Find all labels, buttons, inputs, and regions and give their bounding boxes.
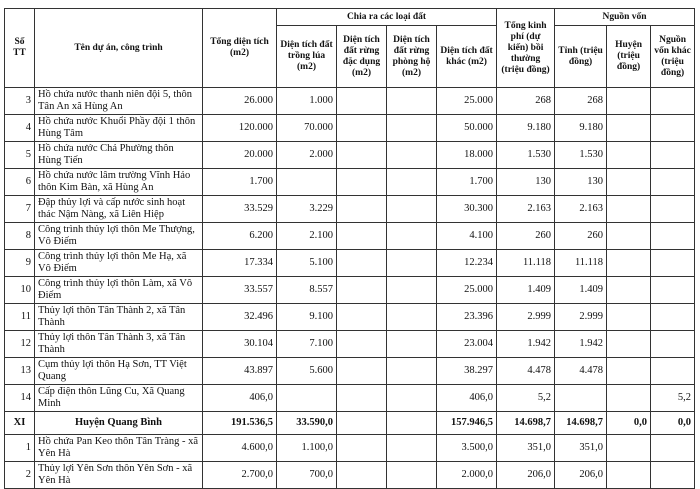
header-rice: Diện tích đất trồng lúa (m2): [277, 26, 337, 88]
row-rice-area: 7.100: [277, 331, 337, 358]
row-district: [607, 462, 651, 489]
row-other-fund: [651, 169, 695, 196]
row-special-forest: [337, 412, 387, 435]
row-protect-forest: [387, 250, 437, 277]
row-protect-forest: [387, 331, 437, 358]
row-total-area: 30.104: [203, 331, 277, 358]
row-district: [607, 435, 651, 462]
row-protect-forest: [387, 358, 437, 385]
row-rice-area: 5.100: [277, 250, 337, 277]
row-other-fund: 5,2: [651, 385, 695, 412]
row-stt: 2: [5, 462, 35, 489]
row-stt: 13: [5, 358, 35, 385]
row-rice-area: [277, 385, 337, 412]
row-special-forest: [337, 88, 387, 115]
row-province: 268: [555, 88, 607, 115]
row-cost: 5,2: [497, 385, 555, 412]
header-total-area: Tổng diện tích (m2): [203, 9, 277, 88]
row-name: Hồ chứa nước thanh niên đội 5, thôn Tân An xã Hùng An: [35, 88, 203, 115]
row-cost: 1.530: [497, 142, 555, 169]
row-other-land: 2.000,0: [437, 462, 497, 489]
row-total-area: 2.700,0: [203, 462, 277, 489]
table-row: [5, 277, 695, 304]
table-row: [5, 142, 695, 169]
header-special-forest: Diện tích đất rừng đặc dụng (m2): [337, 26, 387, 88]
row-stt: 5: [5, 142, 35, 169]
row-other-land: 25.000: [437, 277, 497, 304]
row-special-forest: [337, 277, 387, 304]
row-other-land: 23.004: [437, 331, 497, 358]
row-province: 206,0: [555, 462, 607, 489]
row-other-fund: [651, 358, 695, 385]
row-district: [607, 196, 651, 223]
row-province: 1.942: [555, 331, 607, 358]
row-name: Cấp điện thôn Lũng Cu, Xã Quang Minh: [35, 385, 203, 412]
row-other-fund: [651, 304, 695, 331]
row-total-area: 406,0: [203, 385, 277, 412]
row-rice-area: 70.000: [277, 115, 337, 142]
row-cost: 14.698,7: [497, 412, 555, 435]
row-special-forest: [337, 385, 387, 412]
row-district: [607, 385, 651, 412]
row-cost: 260: [497, 223, 555, 250]
row-stt: 9: [5, 250, 35, 277]
row-protect-forest: [387, 385, 437, 412]
header-other-land: Diện tích đất khác (m2): [437, 26, 497, 88]
row-district: [607, 358, 651, 385]
row-cost: 1.409: [497, 277, 555, 304]
row-total-area: 191.536,5: [203, 412, 277, 435]
row-district: [607, 304, 651, 331]
table-row: [5, 358, 695, 385]
table-row: [5, 169, 695, 196]
table-group-row: [5, 412, 695, 435]
row-stt: 6: [5, 169, 35, 196]
row-stt: 14: [5, 385, 35, 412]
table-row: [5, 115, 695, 142]
row-total-area: 20.000: [203, 142, 277, 169]
row-rice-area: 1.100,0: [277, 435, 337, 462]
table-row: [5, 462, 695, 489]
row-cost: 2.999: [497, 304, 555, 331]
row-other-fund: [651, 435, 695, 462]
row-stt: 11: [5, 304, 35, 331]
row-name: Công trình thủy lợi thôn Me Hạ, xã Vô Điếm: [35, 250, 203, 277]
row-province: 11.118: [555, 250, 607, 277]
row-special-forest: [337, 358, 387, 385]
header-province: Tỉnh (triệu đồng): [555, 26, 607, 88]
row-rice-area: [277, 169, 337, 196]
row-rice-area: 5.600: [277, 358, 337, 385]
row-other-land: 4.100: [437, 223, 497, 250]
row-total-area: 4.600,0: [203, 435, 277, 462]
row-stt: 7: [5, 196, 35, 223]
row-cost: 351,0: [497, 435, 555, 462]
row-other-land: 1.700: [437, 169, 497, 196]
row-name: Thủy lợi thôn Tân Thành 2, xã Tân Thành: [35, 304, 203, 331]
row-total-area: 43.897: [203, 358, 277, 385]
row-special-forest: [337, 435, 387, 462]
row-cost: 9.180: [497, 115, 555, 142]
row-special-forest: [337, 196, 387, 223]
row-protect-forest: [387, 88, 437, 115]
row-cost: 1.942: [497, 331, 555, 358]
row-special-forest: [337, 115, 387, 142]
row-total-area: 33.529: [203, 196, 277, 223]
row-stt: 8: [5, 223, 35, 250]
row-stt: 12: [5, 331, 35, 358]
row-name: Hồ chứa Pan Keo thôn Tân Tràng - xã Yên Hà: [35, 435, 203, 462]
row-name: Hồ chứa nước Chả Phường thôn Hùng Tiến: [35, 142, 203, 169]
row-district: [607, 277, 651, 304]
row-province: 351,0: [555, 435, 607, 462]
header-protect-forest: Diện tích đất rừng phòng hộ (m2): [387, 26, 437, 88]
row-rice-area: 8.557: [277, 277, 337, 304]
header-other-fund: Nguồn vốn khác (triệu đồng): [651, 26, 695, 88]
row-name: Thủy lợi thôn Tân Thành 3, xã Tân Thành: [35, 331, 203, 358]
row-rice-area: 3.229: [277, 196, 337, 223]
row-total-area: 6.200: [203, 223, 277, 250]
row-stt: 1: [5, 435, 35, 462]
row-rice-area: 700,0: [277, 462, 337, 489]
table-body: [5, 88, 695, 489]
row-other-land: 12.234: [437, 250, 497, 277]
row-name: Hồ chứa nước lâm trường Vĩnh Hảo thôn Kim Bàn, xã Hùng An: [35, 169, 203, 196]
row-other-fund: 0,0: [651, 412, 695, 435]
row-protect-forest: [387, 412, 437, 435]
row-total-area: 32.496: [203, 304, 277, 331]
row-rice-area: 2.100: [277, 223, 337, 250]
row-other-land: 406,0: [437, 385, 497, 412]
row-district: [607, 88, 651, 115]
row-other-fund: [651, 115, 695, 142]
row-other-fund: [651, 250, 695, 277]
row-other-land: 38.297: [437, 358, 497, 385]
row-special-forest: [337, 331, 387, 358]
row-district: [607, 169, 651, 196]
row-stt: 3: [5, 88, 35, 115]
row-province: 260: [555, 223, 607, 250]
row-protect-forest: [387, 169, 437, 196]
table-row: [5, 223, 695, 250]
row-total-area: 120.000: [203, 115, 277, 142]
row-cost: 11.118: [497, 250, 555, 277]
row-total-area: 33.557: [203, 277, 277, 304]
table-row: [5, 331, 695, 358]
row-total-area: 17.334: [203, 250, 277, 277]
row-special-forest: [337, 304, 387, 331]
row-protect-forest: [387, 196, 437, 223]
table-row: [5, 385, 695, 412]
row-special-forest: [337, 250, 387, 277]
row-protect-forest: [387, 142, 437, 169]
row-name: Đập thủy lợi và cấp nước sinh hoạt thác Nậm Nàng, xã Liên Hiệp: [35, 196, 203, 223]
row-other-land: 50.000: [437, 115, 497, 142]
table-row: [5, 304, 695, 331]
row-cost: 130: [497, 169, 555, 196]
header-fund-group: Nguồn vốn: [555, 9, 695, 26]
table-row: [5, 435, 695, 462]
row-name: Công trình thủy lợi thôn Me Thượng, Vô Điếm: [35, 223, 203, 250]
row-other-land: 23.396: [437, 304, 497, 331]
row-rice-area: 9.100: [277, 304, 337, 331]
row-rice-area: 2.000: [277, 142, 337, 169]
row-other-fund: [651, 277, 695, 304]
header-name: Tên dự án, công trình: [35, 9, 203, 88]
table-row: [5, 196, 695, 223]
row-name: Thủy lợi Yên Sơn thôn Yên Sơn - xã Yên Hà: [35, 462, 203, 489]
header-district: Huyện (triệu đồng): [607, 26, 651, 88]
row-protect-forest: [387, 115, 437, 142]
row-other-fund: [651, 462, 695, 489]
row-cost: 206,0: [497, 462, 555, 489]
row-name: Huyện Quang Bình: [35, 412, 203, 435]
row-other-land: 30.300: [437, 196, 497, 223]
row-district: [607, 142, 651, 169]
row-other-fund: [651, 223, 695, 250]
row-other-fund: [651, 88, 695, 115]
row-district: [607, 223, 651, 250]
row-other-fund: [651, 142, 695, 169]
row-province: 14.698,7: [555, 412, 607, 435]
row-cost: 2.163: [497, 196, 555, 223]
row-protect-forest: [387, 462, 437, 489]
row-special-forest: [337, 223, 387, 250]
table-row: [5, 250, 695, 277]
row-district: [607, 250, 651, 277]
row-special-forest: [337, 142, 387, 169]
row-stt: 4: [5, 115, 35, 142]
row-other-land: 3.500,0: [437, 435, 497, 462]
row-province: [555, 385, 607, 412]
row-province: 2.163: [555, 196, 607, 223]
row-protect-forest: [387, 223, 437, 250]
row-name: Công trình thủy lợi thôn Làm, xã Vô Điếm: [35, 277, 203, 304]
row-province: 4.478: [555, 358, 607, 385]
row-cost: 4.478: [497, 358, 555, 385]
header-cost: Tổng kinh phí (dự kiến) bồi thường (triệu đồng): [497, 9, 555, 88]
row-other-land: 25.000: [437, 88, 497, 115]
row-province: 130: [555, 169, 607, 196]
land-project-table: [4, 8, 695, 489]
row-protect-forest: [387, 277, 437, 304]
row-cost: 268: [497, 88, 555, 115]
row-stt: XI: [5, 412, 35, 435]
row-district: [607, 115, 651, 142]
row-other-land: 18.000: [437, 142, 497, 169]
row-district: [607, 331, 651, 358]
row-district: 0,0: [607, 412, 651, 435]
row-province: 1.409: [555, 277, 607, 304]
header-stt: Số TT: [5, 9, 35, 88]
row-province: 9.180: [555, 115, 607, 142]
row-protect-forest: [387, 304, 437, 331]
row-special-forest: [337, 169, 387, 196]
row-name: Hồ chứa nước Khuổi Phầy đội 1 thôn Hùng Tâm: [35, 115, 203, 142]
row-protect-forest: [387, 435, 437, 462]
row-rice-area: 1.000: [277, 88, 337, 115]
row-other-fund: [651, 196, 695, 223]
row-province: 1.530: [555, 142, 607, 169]
row-stt: 10: [5, 277, 35, 304]
row-other-fund: [651, 331, 695, 358]
table-row: [5, 88, 695, 115]
row-province: 2.999: [555, 304, 607, 331]
row-other-land: 157.946,5: [437, 412, 497, 435]
row-special-forest: [337, 462, 387, 489]
row-total-area: 1.700: [203, 169, 277, 196]
header-land-group: Chia ra các loại đất: [277, 9, 497, 26]
row-name: Cụm thủy lợi thôn Hạ Sơn, TT Việt Quang: [35, 358, 203, 385]
row-rice-area: 33.590,0: [277, 412, 337, 435]
row-total-area: 26.000: [203, 88, 277, 115]
